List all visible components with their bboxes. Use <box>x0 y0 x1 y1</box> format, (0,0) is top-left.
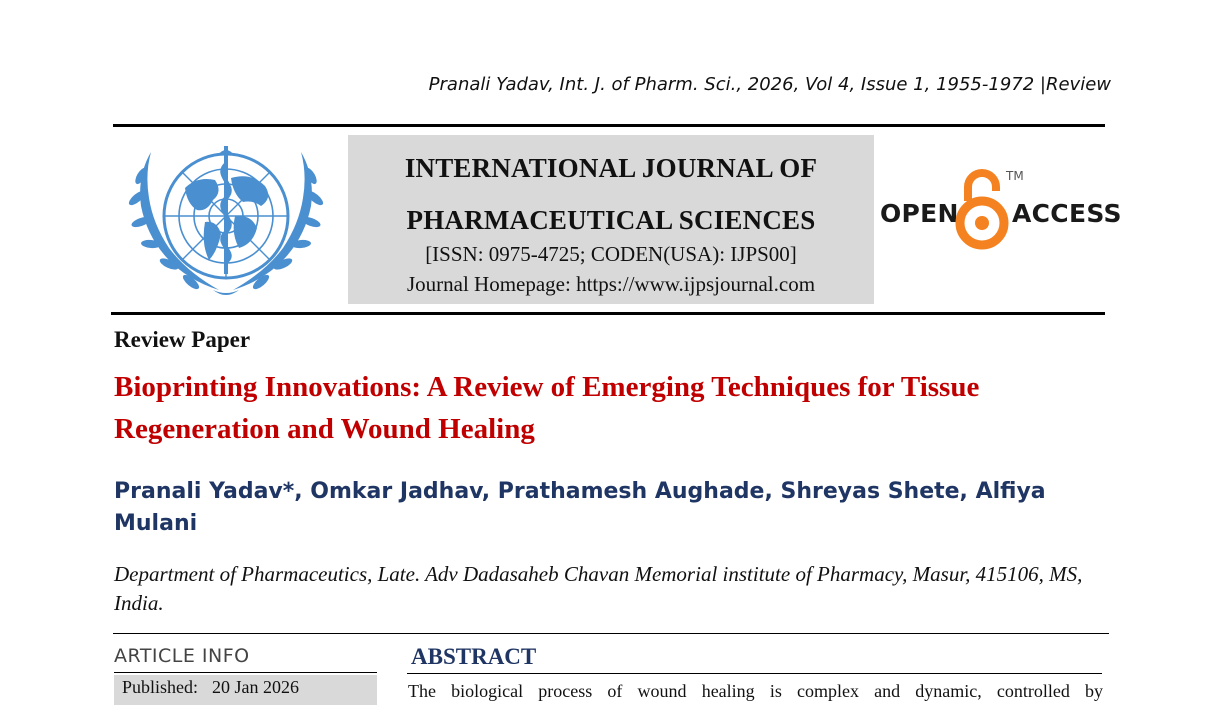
un-emblem-icon <box>127 140 325 306</box>
affiliation: Department of Pharmaceutics, Late. Adv Dadasaheb Chavan Memorial institute of Pharmacy, Masur, 415106, MS, India. <box>114 562 1083 615</box>
journal-title-line-2: PHARMACEUTICAL SCIENCES <box>406 205 816 235</box>
open-access-word-open: OPEN <box>880 199 959 228</box>
open-access-word-access: ACCESS <box>1012 199 1122 228</box>
header-rule-top <box>113 124 1105 127</box>
paper-type: Review Paper <box>114 327 251 352</box>
open-access-trademark: TM <box>1006 169 1024 183</box>
published-date: 20 Jan 2026 <box>212 677 300 697</box>
abstract-underline <box>407 673 1102 674</box>
author-list: Pranali Yadav*, Omkar Jadhav, Prathamesh Aughade, Shreyas Shete, Alfiya Mulani <box>114 479 1046 536</box>
article-info-underline <box>114 672 377 673</box>
journal-title-line-1: INTERNATIONAL JOURNAL OF <box>404 153 818 183</box>
published-label: Published: <box>122 677 199 697</box>
abstract-text: The biological process of wound healing is complex and dynamic, controlled by <box>408 681 1103 701</box>
section-divider <box>113 633 1109 634</box>
open-access-logo <box>880 165 1122 253</box>
running-head: Pranali Yadav, Int. J. of Pharm. Sci., 2026, Vol 4, Issue 1, 1955-1972 |Review <box>428 74 1111 95</box>
abstract-heading: ABSTRACT <box>411 644 537 669</box>
journal-masthead <box>348 135 874 304</box>
journal-homepage[interactable]: Journal Homepage: https://www.ijpsjournal.com <box>406 272 816 296</box>
paper-title: Bioprinting Innovations: A Review of Emerging Techniques for Tissue Regeneration and Wound Healing <box>114 371 980 445</box>
journal-issn: [ISSN: 0975-4725; CODEN(USA): IJPS00] <box>425 242 797 266</box>
article-info-heading: ARTICLE INFO <box>114 645 250 667</box>
header-rule-bottom <box>111 312 1105 315</box>
open-access-lock-icon <box>954 165 1010 251</box>
